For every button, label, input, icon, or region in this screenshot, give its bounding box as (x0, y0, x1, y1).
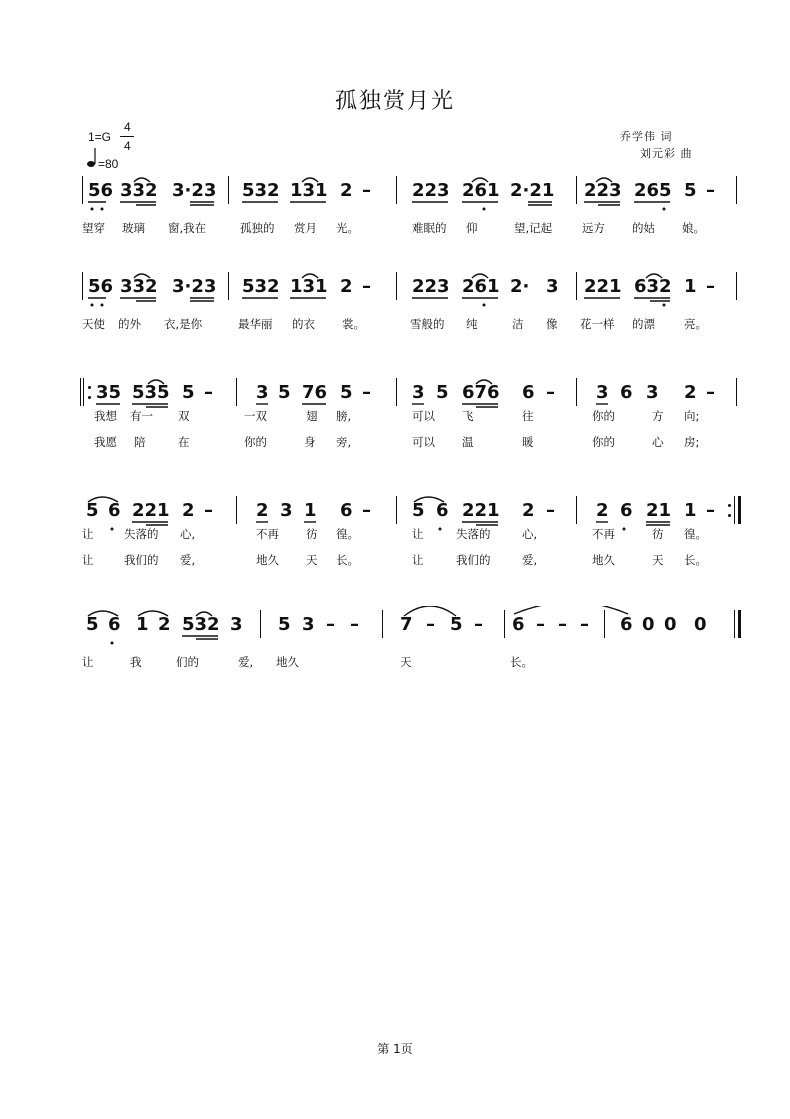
note: 1 (304, 500, 317, 521)
system-5: 5 6 1 2 532 3 5 3 – – 7 – 5 – 6 – – – 6 0 0 0 让 我 们的 爱, 地久 天 长。 (0, 606, 790, 686)
lyricist: 乔学伟 词 (620, 130, 673, 143)
note-group: 131 (290, 180, 328, 201)
note-group: 3·23 (172, 276, 217, 297)
note-group: 632 (634, 276, 672, 297)
system-1: 56 332 3·23 532 131 2 – 223 261 2·21 223 265 5 – 望穿 玻璃 窗,我在 孤独的 赏月 光。 难眠的 仰 望,记起 远方 的姑 娘。 (0, 172, 790, 252)
slurs-and-underlines (0, 374, 790, 414)
quarter-note-icon (86, 146, 98, 170)
note: 6 (512, 614, 525, 635)
note: 3 (230, 614, 243, 635)
system-2: 56 332 3·23 532 131 2 – 223 261 2· 3 221 632 1 – 天使 的外 衣,是你 最华丽 的衣 裳。 雪般的 纯 洁 像 花一样 的漂 亮。 (0, 268, 790, 348)
time-signature-rule (120, 136, 134, 137)
time-signature-bottom: 4 (124, 139, 131, 153)
note: 1 (684, 500, 697, 521)
note-group: 35 (96, 382, 122, 403)
note-group: 3 (546, 276, 559, 297)
note: 6 (522, 382, 535, 403)
dash: – (204, 382, 213, 403)
rest: 0 (642, 614, 655, 635)
note-group: 261 (462, 180, 500, 201)
note: 3 (256, 382, 269, 403)
note-group: 1 (684, 276, 697, 297)
note-group: 332 (120, 180, 158, 201)
dash: – (706, 382, 715, 403)
note-group: 223 (412, 180, 450, 201)
note: 2 (158, 614, 171, 635)
note-group: 223 (412, 276, 450, 297)
dash: – (706, 276, 715, 297)
note: 6 (620, 614, 633, 635)
note: 3 (596, 382, 609, 403)
dash: – (326, 614, 335, 635)
dash: – (536, 614, 545, 635)
note-group: 3·23 (172, 180, 217, 201)
slurs-and-underlines (0, 606, 790, 646)
note: 6 (436, 500, 449, 521)
note-group: 676 (462, 382, 500, 403)
note-group: 21 (646, 500, 672, 521)
note-group: 532 (242, 180, 280, 201)
dash: – (362, 276, 371, 297)
note: 6 (340, 500, 353, 521)
composer: 刘元彩 曲 (640, 147, 693, 160)
page-footer: 第 1页 (377, 1042, 413, 1056)
dash: – (362, 382, 371, 403)
slurs-and-underlines (0, 268, 790, 308)
note-group: 2 (340, 180, 353, 201)
note-group: 265 (634, 180, 672, 201)
note: 3 (646, 382, 659, 403)
note-group: 532 (242, 276, 280, 297)
dash: – (426, 614, 435, 635)
note: 5 (278, 382, 291, 403)
dash: – (350, 614, 359, 635)
note: 2 (596, 500, 609, 521)
note-group: 223 (584, 180, 622, 201)
note-group: 535 (132, 382, 170, 403)
note: 5 (340, 382, 353, 403)
note-group: 221 (584, 276, 622, 297)
note: 6 (620, 500, 633, 521)
note-group: 332 (120, 276, 158, 297)
note: 3 (280, 500, 293, 521)
note-group: 76 (302, 382, 328, 403)
song-title: 孤独赏月光 (334, 89, 455, 114)
note-group: 532 (182, 614, 220, 635)
note: 5 (412, 500, 425, 521)
note: 5 (86, 614, 99, 635)
dash: – (362, 180, 371, 201)
note: 5 (86, 500, 99, 521)
note: 6 (620, 382, 633, 403)
note: 2 (256, 500, 269, 521)
system-4: 5 6 221 2 – 2 3 1 6 – 5 6 221 2 – 2 6 21 1 – 让 失落的 心, 不再 彷 徨。 让 失落的 心, 不再 彷 徨。 让 我们的 爱, 地久 天 长。 让 我们的 爱, 地久 天 长。 (0, 492, 790, 572)
note: 5 (450, 614, 463, 635)
note: 2 (182, 500, 195, 521)
note: 3 (302, 614, 315, 635)
dash: – (706, 180, 715, 201)
note-group: 261 (462, 276, 500, 297)
rest: 0 (694, 614, 707, 635)
note: 5 (436, 382, 449, 403)
note: 7 (400, 614, 413, 635)
note-group: 2· (510, 276, 530, 297)
time-signature-top: 4 (124, 120, 131, 134)
slurs-and-underlines (0, 492, 790, 532)
note: 6 (108, 500, 121, 521)
note-group: 56 (88, 180, 114, 201)
system-3: 35 535 5 – 3 5 76 5 – 3 5 676 6 – 3 6 3 2 – 我想 有一 双 一双 翅 膀, 可以 飞 往 你的 方 向; 我愿 陪 在 你的 身 旁, 可以 温 暖 你的 心 房; (0, 374, 790, 454)
note-group: 5 (684, 180, 697, 201)
note: 1 (136, 614, 149, 635)
rest: 0 (664, 614, 677, 635)
dash: – (580, 614, 589, 635)
note-group: 221 (132, 500, 170, 521)
dash: – (362, 500, 371, 521)
dash: – (558, 614, 567, 635)
key-signature: 1=G (88, 130, 112, 144)
note-group: 221 (462, 500, 500, 521)
note: 2 (684, 382, 697, 403)
note-group: 131 (290, 276, 328, 297)
note-group: 2·21 (510, 180, 555, 201)
dash: – (204, 500, 213, 521)
slurs-and-underlines (0, 172, 790, 212)
note: 3 (412, 382, 425, 403)
note-group: 2 (340, 276, 353, 297)
tempo-mark: =80 (98, 157, 119, 171)
note: 6 (108, 614, 121, 635)
note-group: 5 (182, 382, 195, 403)
note: 2 (522, 500, 535, 521)
dash: – (474, 614, 483, 635)
note-group: 56 (88, 276, 114, 297)
dash: – (546, 382, 555, 403)
dash: – (546, 500, 555, 521)
note: 5 (278, 614, 291, 635)
dash: – (706, 500, 715, 521)
